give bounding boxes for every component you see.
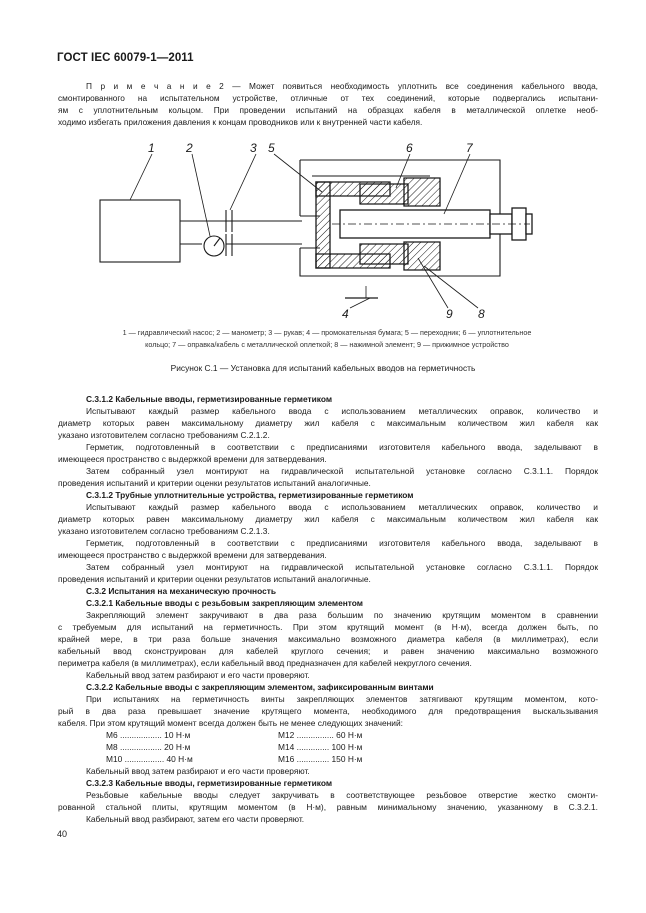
text-line: диаметр которых равен максимальному диаметру жил кабеля с максимальным количеством жил кабеля как — [58, 418, 598, 428]
label-6: 6 — [406, 141, 413, 155]
body-text — [58, 393, 598, 729]
section-heading: С.3.2.2 Кабельные вводы с закрепляющим элементом, зафиксированным винтами — [86, 682, 434, 692]
hydraulic-pump-block — [100, 200, 180, 262]
text-line: рованной стальной плиты, крутящим моментом (в Н·м), равным минимальному значению, указанному в С.3.2.1. — [58, 802, 598, 812]
torque-cell: M14 .............. 100 Н·м — [278, 742, 363, 752]
figure-legend-line2: кольцо; 7 — оправка/кабель с металлической оплеткой; 8 — нажимной элемент; 9 — прижимное устройство — [145, 340, 509, 349]
text-line: Испытывают каждый размер кабельного ввода с использованием металлических оправок, количество и — [86, 502, 598, 512]
label-9: 9 — [446, 307, 453, 321]
text-line: Затем собранный узел монтируют на гидравлической испытательной установке согласно С.3.1.1. Порядок — [86, 466, 598, 476]
test-setup-diagram — [60, 136, 610, 326]
body-text-continued — [58, 765, 598, 825]
text-line: указано изготовителем согласно требованиям С.2.1.3. — [58, 526, 270, 536]
text-line: диаметр которых равен максимальному диаметру жил кабеля с максимальным количеством жил кабеля как — [58, 514, 598, 524]
section-heading: С.3.2.1 Кабельные вводы с резьбовым закрепляющим элементом — [86, 598, 363, 608]
text-line: Герметик, подготовленный в соответствии с предписаниями изготовителя кабельного ввода, заделывают в — [86, 442, 598, 452]
label-1: 1 — [148, 141, 155, 155]
text-line: Испытывают каждый размер кабельного ввода с использованием металлических оправок, количество и — [86, 406, 598, 416]
section-heading: С.3.1.2 Кабельные вводы, герметизированные герметиком — [86, 394, 333, 404]
page-number: 40 — [57, 829, 68, 839]
label-7: 7 — [466, 141, 473, 155]
text-line: имеющееся пространство с выдержкой времени для затвердевания. — [58, 454, 327, 464]
label-5: 5 — [268, 141, 275, 155]
text-line: При испытаниях на герметичность винты закрепляющих элементов затягивают крутящим моментом, кото- — [86, 694, 598, 704]
torque-table — [86, 729, 598, 765]
torque-cell: M16 .............. 150 Н·м — [278, 754, 363, 764]
text-line: Кабельный ввод затем разбирают и его части проверяют. — [86, 766, 310, 776]
text-line: крайней мере, в три раза больше значения максимально возможного диаметра кабеля (в миллиметрах), если — [58, 634, 598, 644]
text-line: рый в два раза превышает значение крутящего момента, необходимого для предотвращения выскальзывания — [58, 706, 598, 716]
label-3: 3 — [250, 141, 257, 155]
text-line: Закрепляющий элемент закручивают в два раза большим по значению крутящим моментом в сравнении — [86, 610, 598, 620]
section-heading: С.3.1.2 Трубные уплотнительные устройства, герметизированные герметиком — [86, 490, 414, 500]
note-line: ходимо избегать приложения давления к концам проводников или к внутренней части кабеля. — [58, 117, 423, 127]
document-header: ГОСТ IEC 60079-1—2011 — [57, 52, 194, 64]
text-line: указано изготовителем согласно требованиям С.2.1.2. — [58, 430, 270, 440]
text-line: Кабельный ввод затем разбирают и его части проверяют. — [86, 670, 310, 680]
text-line: с требуемым для испытаний на герметичность. При этом крутящий момент (в Н·м), всегда должен быть, по — [58, 622, 598, 632]
section-heading: С.3.2 Испытания на механическую прочность — [86, 586, 277, 596]
note-block — [58, 80, 598, 128]
text-line: периметра кабеля (в миллиметрах), если кабельный ввод предназначен для кабелей некруглого сечения. — [58, 658, 472, 668]
text-line: проведения испытаний и критерии оценки результатов испытаний аналогичные. — [58, 574, 371, 584]
text-line: имеющееся пространство с выдержкой времени для затвердевания. — [58, 550, 327, 560]
text-line: кабеля. При этом крутящий момент всегда должен быть не менее следующих значений: — [58, 718, 403, 728]
text-line: Резьбовые кабельные вводы следует закручивать в соответствующее резьбовое отверстие жестко смонти- — [86, 790, 598, 800]
label-8: 8 — [478, 307, 485, 321]
label-4: 4 — [342, 307, 349, 321]
torque-cell: M12 ................ 60 Н·м — [278, 730, 363, 740]
text-line: проведения испытаний и критерии оценки результатов испытаний аналогичные. — [58, 478, 371, 488]
text-line: Затем собранный узел монтируют на гидравлической испытательной установке согласно С.3.1.1. Порядок — [86, 562, 598, 572]
figure-title: Рисунок С.1 — Установка для испытаний кабельных вводов на герметичность — [170, 363, 476, 373]
text-line: Герметик, подготовленный в соответствии с предписаниями изготовителя кабельного ввода, заделывают в — [86, 538, 598, 548]
label-2: 2 — [186, 141, 193, 155]
section-heading: С.3.2.3 Кабельные вводы, герметизированные герметиком — [86, 778, 333, 788]
note-line: смонтированного на испытательном устройстве, отличные от тех соединений, которые подвергались испытани- — [58, 93, 598, 103]
note-line: П р и м е ч а н и е 2 — Может появиться необходимость уплотнить все соединения кабельного ввода, — [86, 81, 598, 91]
text-line: Кабельный ввод разбирают, затем его части проверяют. — [86, 814, 305, 824]
torque-cell: M6 .................. 10 Н·м — [106, 730, 191, 740]
torque-cell: M8 .................. 20 Н·м — [106, 742, 191, 752]
text-line: кабельный ввод сконструирован для кабелей круглого сечения; и равен значению максимально возможного — [58, 646, 598, 656]
note-line: ям с уплотнительным кольцом. При проведении испытаний на образцах кабеля в металлической оплетке необ- — [58, 105, 598, 115]
torque-cell: M10 ................. 40 Н·м — [106, 754, 193, 764]
figure-legend-line1: 1 — гидравлический насос; 2 — манометр; 3 — рукав; 4 — промокательная бумага; 5 — переходник; 6 — уплотнительное — [122, 328, 532, 337]
